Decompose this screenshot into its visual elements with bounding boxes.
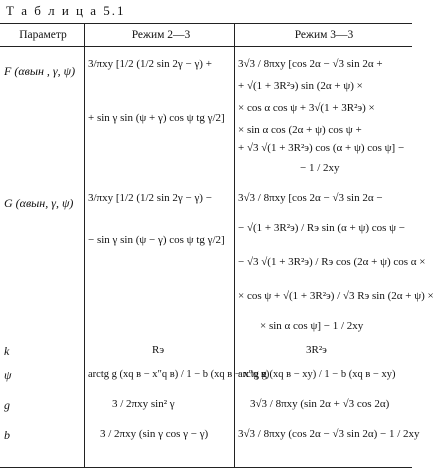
f-mode33-line-6: − 1 / 2xy	[300, 162, 340, 174]
column-divider-1	[84, 24, 85, 468]
f-mode23-line-2: + sin γ sin (ψ + γ) cos ψ tg γ/2]	[88, 112, 225, 124]
param-psi: ψ	[4, 368, 12, 382]
f-mode33-line-2: + √(1 + 3R²э) sin (2α + ψ) ×	[238, 80, 363, 92]
g-mode33-line-2: − √(1 + 3R²э) / Rэ sin (α + ψ) cos ψ −	[238, 222, 406, 234]
param-g: G (αвын, γ, ψ)	[4, 196, 74, 210]
table-bottom-rule	[0, 467, 412, 468]
gsmall-mode23: 3 / 2πxy sin² γ	[112, 398, 175, 410]
g-mode23-line-2: − sin γ sin (ψ − γ) cos ψ tg γ/2]	[88, 234, 225, 246]
gsmall-mode33: 3√3 / 8πxy (sin 2α + √3 cos 2α)	[250, 398, 390, 410]
f-mode33-line-1: 3√3 / 8πxy [cos 2α − √3 sin 2α +	[238, 58, 383, 70]
f-mode33-line-3: × cos α cos ψ + 3√(1 + 3R²э) ×	[238, 102, 375, 114]
f-mode33-line-4: × sin α cos (2α + ψ) cos ψ +	[238, 124, 362, 136]
f-mode23-line-1: 3/πxy [1/2 (1/2 sin 2γ − γ) +	[88, 58, 212, 70]
column-divider-2	[234, 24, 235, 468]
k-mode23: Rэ	[152, 344, 165, 356]
header-mode-2-3: Режим 2—3	[131, 29, 191, 41]
g-mode33-line-5: × sin α cos ψ] − 1 / 2xy	[260, 320, 364, 332]
header-divider	[0, 46, 412, 47]
g-mode33-line-3: − √3 √(1 + 3R²э) / Rэ cos (2α + ψ) cos α ×	[238, 256, 426, 268]
param-k: k	[4, 344, 10, 358]
g-mode33-line-1: 3√3 / 8πxy [cos 2α − √3 sin 2α −	[238, 192, 383, 204]
param-b: b	[4, 428, 10, 442]
param-g-small: g	[4, 398, 10, 412]
psi-mode33: arctg g (xq в − xy) / 1 − b (xq в − xy)	[238, 369, 396, 380]
g-mode33-line-4: × cos ψ + √(1 + 3R²э) / √3 Rэ sin (2α + ψ) ×	[238, 290, 434, 302]
b-mode33: 3√3 / 8πxy (cos 2α − √3 sin 2α) − 1 / 2xy	[238, 428, 420, 440]
header-mode-3-3: Режим 3—3	[294, 29, 354, 41]
k-mode33: 3R²э	[306, 344, 327, 356]
psi-mode23: arctg g (xq в − x″q в) / 1 − b (xq в − x″q в)	[88, 369, 270, 380]
header-parameter: Параметр	[19, 29, 67, 41]
table-caption: Т а б л и ц а 5.1	[6, 3, 126, 18]
param-f: F (αвын , γ, ψ)	[4, 64, 76, 78]
g-mode23-line-1: 3/πxy [1/2 (1/2 sin 2γ − γ) −	[88, 192, 212, 204]
formula-table	[0, 23, 434, 468]
b-mode23: 3 / 2πxy (sin γ cos γ − γ)	[100, 428, 209, 440]
f-mode33-line-5: + √3 √(1 + 3R²э) cos (α + ψ) cos ψ] −	[238, 142, 405, 154]
